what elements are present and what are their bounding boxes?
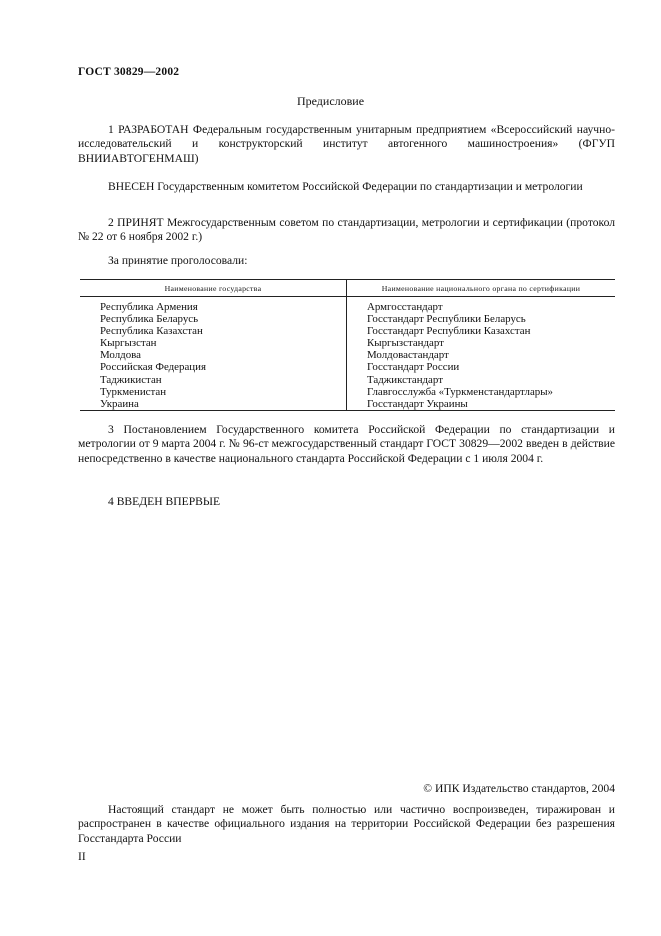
copyright-notice: © ИПК Издательство стандартов, 2004 <box>423 782 615 795</box>
page-number: II <box>78 851 86 863</box>
header-state: Наименование государства <box>80 280 347 297</box>
table-cell-body: Кыргызстандарт <box>367 337 444 350</box>
voted-label: За принятие проголосовали: <box>108 254 248 267</box>
table-cell-body: Госстандарт Республики Беларусь <box>367 313 526 326</box>
first-introduced-paragraph: 4 ВВЕДЕН ВПЕРВЫЕ <box>108 495 221 508</box>
table-cell-state: Республика Казахстан <box>100 325 203 338</box>
document-code: ГОСТ 30829—2002 <box>78 66 180 78</box>
table-cell-body: Молдовастандарт <box>367 349 449 362</box>
table-cell-state: Молдова <box>100 349 141 362</box>
developer-paragraph: 1 РАЗРАБОТАН Федеральным государственным унитарным предприятием «Всероссийский научно-исследовательский и конструкторский институт автогенного машиностроения» (ФГУП ВНИИАВТОГЕНМАШ) <box>78 123 615 165</box>
header-certification-body: Наименование национального органа по сертификации <box>347 280 616 297</box>
preface-title: Предисловие <box>296 94 365 108</box>
states-column <box>80 297 347 411</box>
table-cell-body: Госстандарт Украины <box>367 397 468 410</box>
table-cell-state: Республика Беларусь <box>100 313 199 326</box>
votes-table <box>80 279 615 411</box>
table-cell-body: Главгосслужба «Туркменстандартлары» <box>367 385 554 398</box>
table-cell-state: Украина <box>100 397 139 410</box>
enactment-paragraph: 3 Постановлением Государственного комитета Российской Федерации по стандартизации и метрологии от 9 марта 2004 г. № 96-ст межгосударственный стандарт ГОСТ 30829—2002 введен в действие непосредственно в качестве национального стандарта Российской Федерации с 1 июля 2004 г. <box>78 423 615 465</box>
table-cell-body: Госстандарт Республики Казахстан <box>367 325 531 338</box>
table-cell-state: Российская Федерация <box>100 361 206 374</box>
table-cell-state: Республика Армения <box>100 301 198 313</box>
table-cell-body: Таджикстандарт <box>367 373 443 386</box>
votes-table-header-row <box>80 280 615 297</box>
certification-bodies-column <box>347 297 616 411</box>
table-cell-body: Армгосстандарт <box>367 301 443 313</box>
table-cell-state: Кыргызстан <box>100 337 157 350</box>
table-cell-body: Госстандарт России <box>367 361 460 374</box>
table-cell-state: Таджикистан <box>100 373 162 386</box>
table-cell-state: Туркменистан <box>100 385 167 398</box>
introduced-paragraph: ВНЕСЕН Государственным комитетом Российской Федерации по стандартизации и метрологии <box>108 180 583 193</box>
adopted-paragraph: 2 ПРИНЯТ Межгосударственным советом по стандартизации, метрологии и сертификации (протокол № 22 от 6 ноября 2002 г.) <box>78 216 615 244</box>
reproduction-notice: Настоящий стандарт не может быть полностью или частично воспроизведен, тиражирован и распространен в качестве официального издания на территории Российской Федерации без разрешения Госстандарта России <box>78 803 615 845</box>
